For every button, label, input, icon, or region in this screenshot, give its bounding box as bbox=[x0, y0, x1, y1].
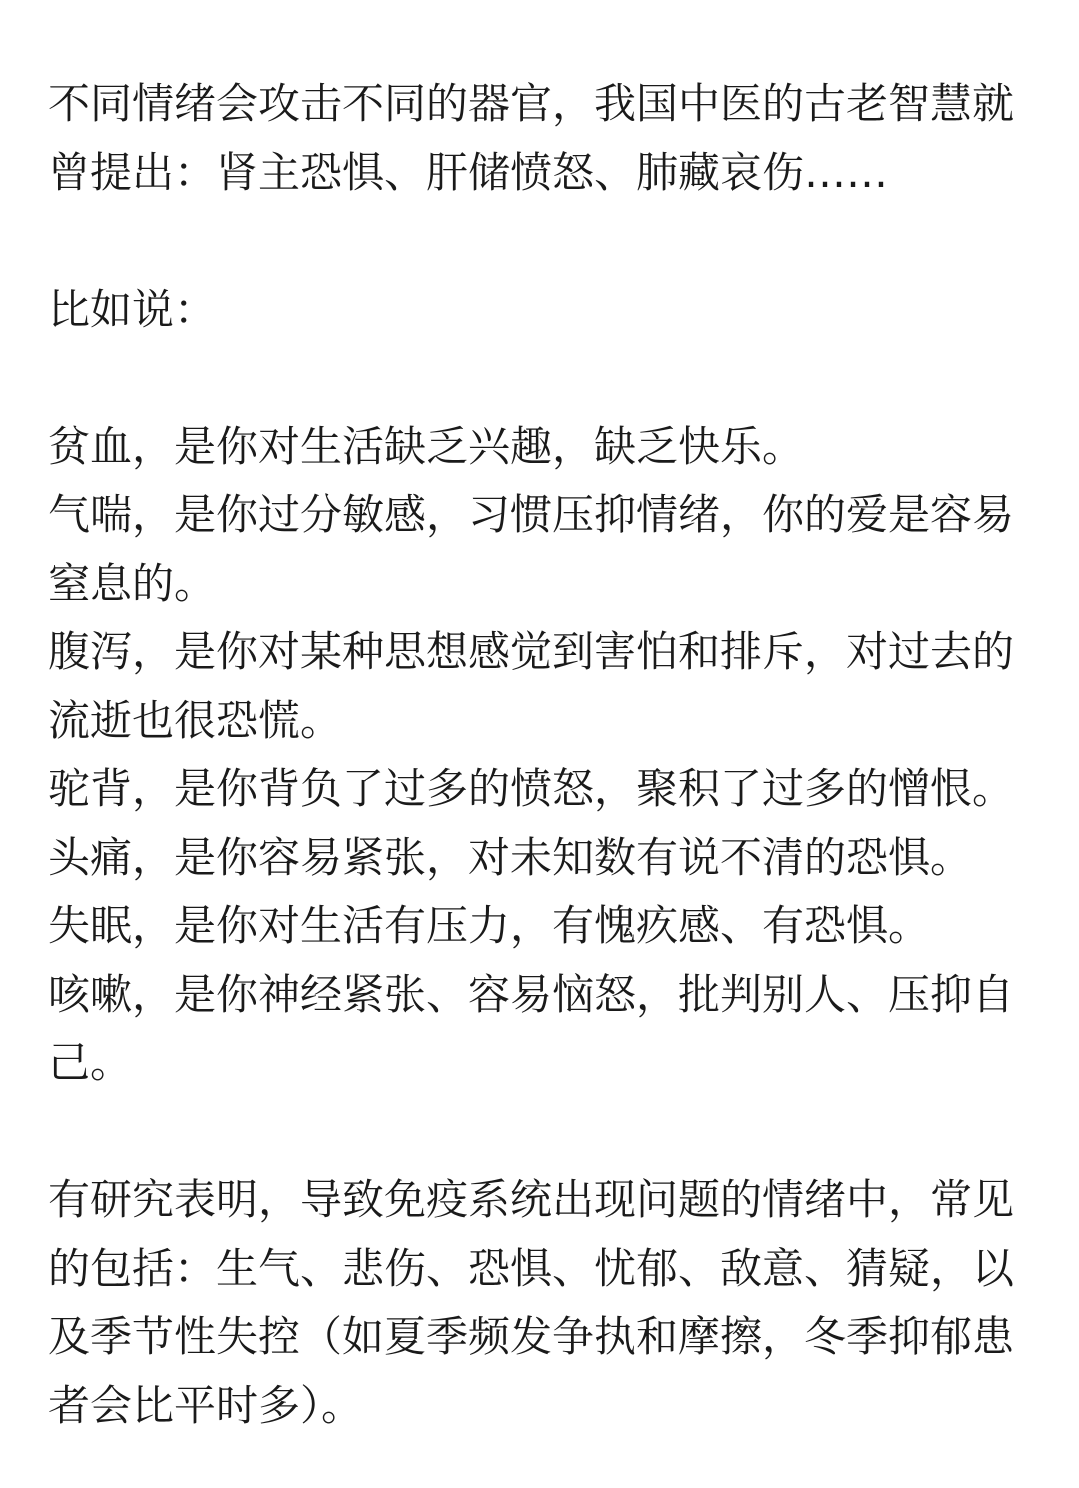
symptom-item-hunchback: 驼背，是你背负了过多的愤怒，聚积了过多的憎恨。 bbox=[48, 764, 1015, 813]
symptom-item-cough: 咳嗽，是你神经紧张、容易恼怒，批判别人、压抑自己。 bbox=[48, 969, 1015, 1087]
article-body bbox=[48, 70, 1048, 1440]
symptom-item-insomnia: 失眠，是你对生活有压力，有愧疚感、有恐惧。 bbox=[48, 901, 931, 950]
symptom-item-asthma: 气喘，是你过分敏感，习惯压抑情绪，你的爱是容易窒息的。 bbox=[48, 490, 1015, 608]
lead-paragraph: 比如说： bbox=[48, 284, 217, 334]
symptom-item-anemia: 贫血，是你对生活缺乏兴趣，缺乏快乐。 bbox=[48, 421, 805, 471]
conclusion-paragraph: 有研究表明，导致免疫系统出现问题的情绪中，常见的包括：生气、悲伤、恐惧、忧郁、敌意、猜疑，以及季节性失控（如夏季频发争执和摩擦，冬季抑郁患者会比平时多）。 bbox=[48, 1175, 1015, 1430]
paragraph-spacer bbox=[48, 1098, 1048, 1167]
paragraph-spacer bbox=[48, 344, 1048, 413]
symptom-item-headache: 头痛，是你容易紧张，对未知数有说不清的恐惧。 bbox=[48, 832, 973, 882]
intro-paragraph: 不同情绪会攻击不同的器官，我国中医的古老智慧就曾提出：肾主恐惧、肝储愤怒、肺藏哀伤…… bbox=[48, 79, 1015, 197]
symptom-item-diarrhea: 腹泻，是你对某种思想感觉到害怕和排斥，对过去的流逝也很恐慌。 bbox=[48, 627, 1015, 745]
paragraph-spacer bbox=[48, 207, 1048, 276]
